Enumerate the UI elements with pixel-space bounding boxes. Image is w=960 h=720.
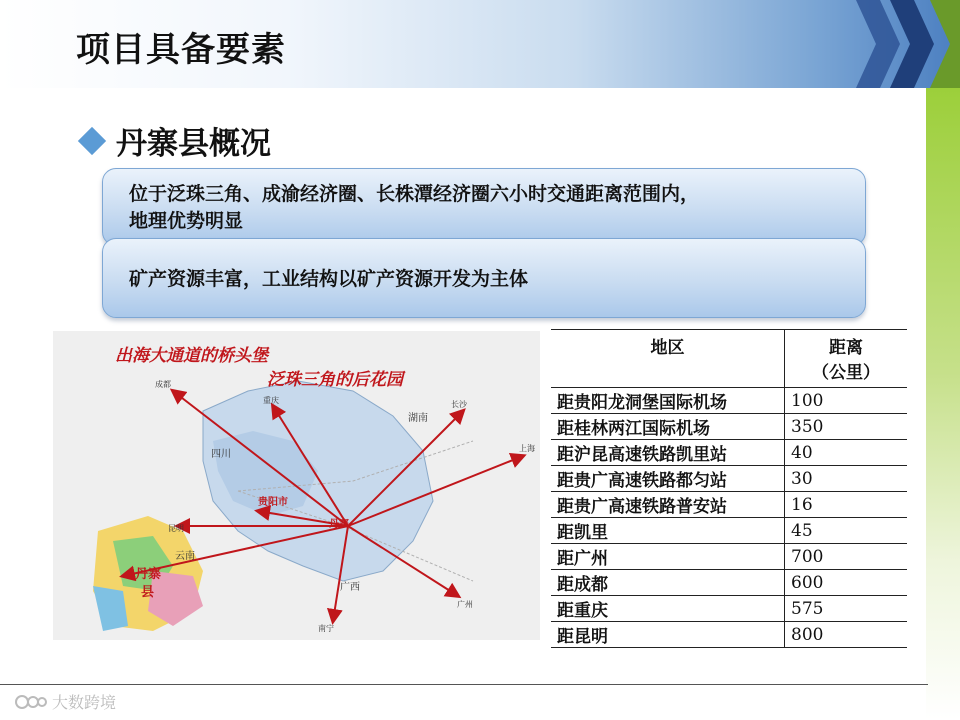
table-cell-distance: 100 bbox=[785, 388, 908, 414]
table-cell-region: 距贵阳龙洞堡国际机场 bbox=[551, 388, 785, 414]
watermark-text: 大数跨境 bbox=[52, 693, 117, 712]
table-row bbox=[551, 570, 907, 596]
table-cell-distance: 800 bbox=[785, 622, 908, 648]
table-cell-distance: 600 bbox=[785, 570, 908, 596]
map-label-changsha: 长沙 bbox=[451, 400, 467, 409]
point-1-line-1: 位于泛珠三角、成渝经济圈、长株潭经济圈六小时交通距离范围内， bbox=[129, 183, 700, 205]
location-map bbox=[53, 331, 540, 640]
table-cell-region: 距广州 bbox=[551, 544, 785, 570]
map-slogan-1: 出海大通道的桥头堡 bbox=[115, 346, 268, 366]
header-chevrons bbox=[856, 0, 960, 88]
table-row bbox=[551, 622, 907, 648]
header-distance-unit: （公里） bbox=[812, 363, 880, 383]
page-title: 项目具备要素 bbox=[76, 30, 286, 70]
map-label-hunan: 湖南 bbox=[408, 413, 428, 424]
header-region: 地区 bbox=[551, 330, 785, 388]
table-cell-region: 距成都 bbox=[551, 570, 785, 596]
table-row bbox=[551, 492, 907, 518]
table-cell-distance: 16 bbox=[785, 492, 908, 518]
section-title: 丹寨县概况 bbox=[116, 126, 271, 162]
map-label-sichuan: 四川 bbox=[211, 449, 231, 460]
table-cell-region: 距凯里 bbox=[551, 518, 785, 544]
table-cell-region: 距桂林两江国际机场 bbox=[551, 414, 785, 440]
map-label-chongqing: 重庆 bbox=[263, 396, 279, 405]
table-cell-region: 距重庆 bbox=[551, 596, 785, 622]
table-row bbox=[551, 388, 907, 414]
table-cell-distance: 575 bbox=[785, 596, 908, 622]
table-cell-distance: 40 bbox=[785, 440, 908, 466]
watermark-logo-icon bbox=[14, 694, 48, 710]
header-distance bbox=[785, 330, 908, 388]
map-label-guiyang: 贵阳市 bbox=[258, 497, 288, 508]
map-slogan-2: 泛珠三角的后花园 bbox=[267, 370, 403, 390]
map-label-guangxi: 广西 bbox=[340, 582, 360, 593]
map-label-danzhai-county-1: 丹寨 bbox=[135, 567, 162, 582]
table-cell-region: 距昆明 bbox=[551, 622, 785, 648]
map-label-danzhai-map: 丹寨 bbox=[329, 519, 349, 530]
table-cell-distance: 45 bbox=[785, 518, 908, 544]
point-1-line-2: 地理优势明显 bbox=[129, 210, 244, 232]
side-accent-band bbox=[926, 88, 960, 720]
table-row bbox=[551, 414, 907, 440]
map-label-shanghai: 上海 bbox=[519, 444, 535, 453]
table-cell-region: 距沪昆高速铁路凯里站 bbox=[551, 440, 785, 466]
table-header-row bbox=[551, 330, 907, 388]
table-row bbox=[551, 544, 907, 570]
map-label-nanning: 南宁 bbox=[318, 624, 334, 633]
map-label-danzhai-county-2: 县 bbox=[141, 585, 155, 600]
table-cell-distance: 700 bbox=[785, 544, 908, 570]
point-box-1 bbox=[102, 168, 866, 246]
distance-table bbox=[551, 329, 907, 648]
table-row bbox=[551, 596, 907, 622]
table-row bbox=[551, 440, 907, 466]
watermark bbox=[14, 690, 116, 713]
table-cell-region: 距贵广高速铁路普安站 bbox=[551, 492, 785, 518]
map-label-yunnan: 云南 bbox=[175, 551, 195, 562]
map-label-guangzhou: 广州 bbox=[457, 600, 473, 609]
map-label-chengdu: 成都 bbox=[155, 380, 171, 389]
map-label-kunming: 昆明 bbox=[168, 524, 184, 533]
table-cell-region: 距贵广高速铁路都匀站 bbox=[551, 466, 785, 492]
table-row bbox=[551, 466, 907, 492]
section-heading bbox=[82, 118, 271, 163]
table-cell-distance: 350 bbox=[785, 414, 908, 440]
table-row bbox=[551, 518, 907, 544]
header-distance-label: 距离 bbox=[829, 338, 863, 358]
table-cell-distance: 30 bbox=[785, 466, 908, 492]
point-box-2 bbox=[102, 238, 866, 318]
footer-divider bbox=[0, 684, 928, 685]
point-2-text: 矿产资源丰富，工业结构以矿产资源开发为主体 bbox=[129, 268, 529, 290]
diamond-bullet-icon bbox=[78, 126, 106, 154]
